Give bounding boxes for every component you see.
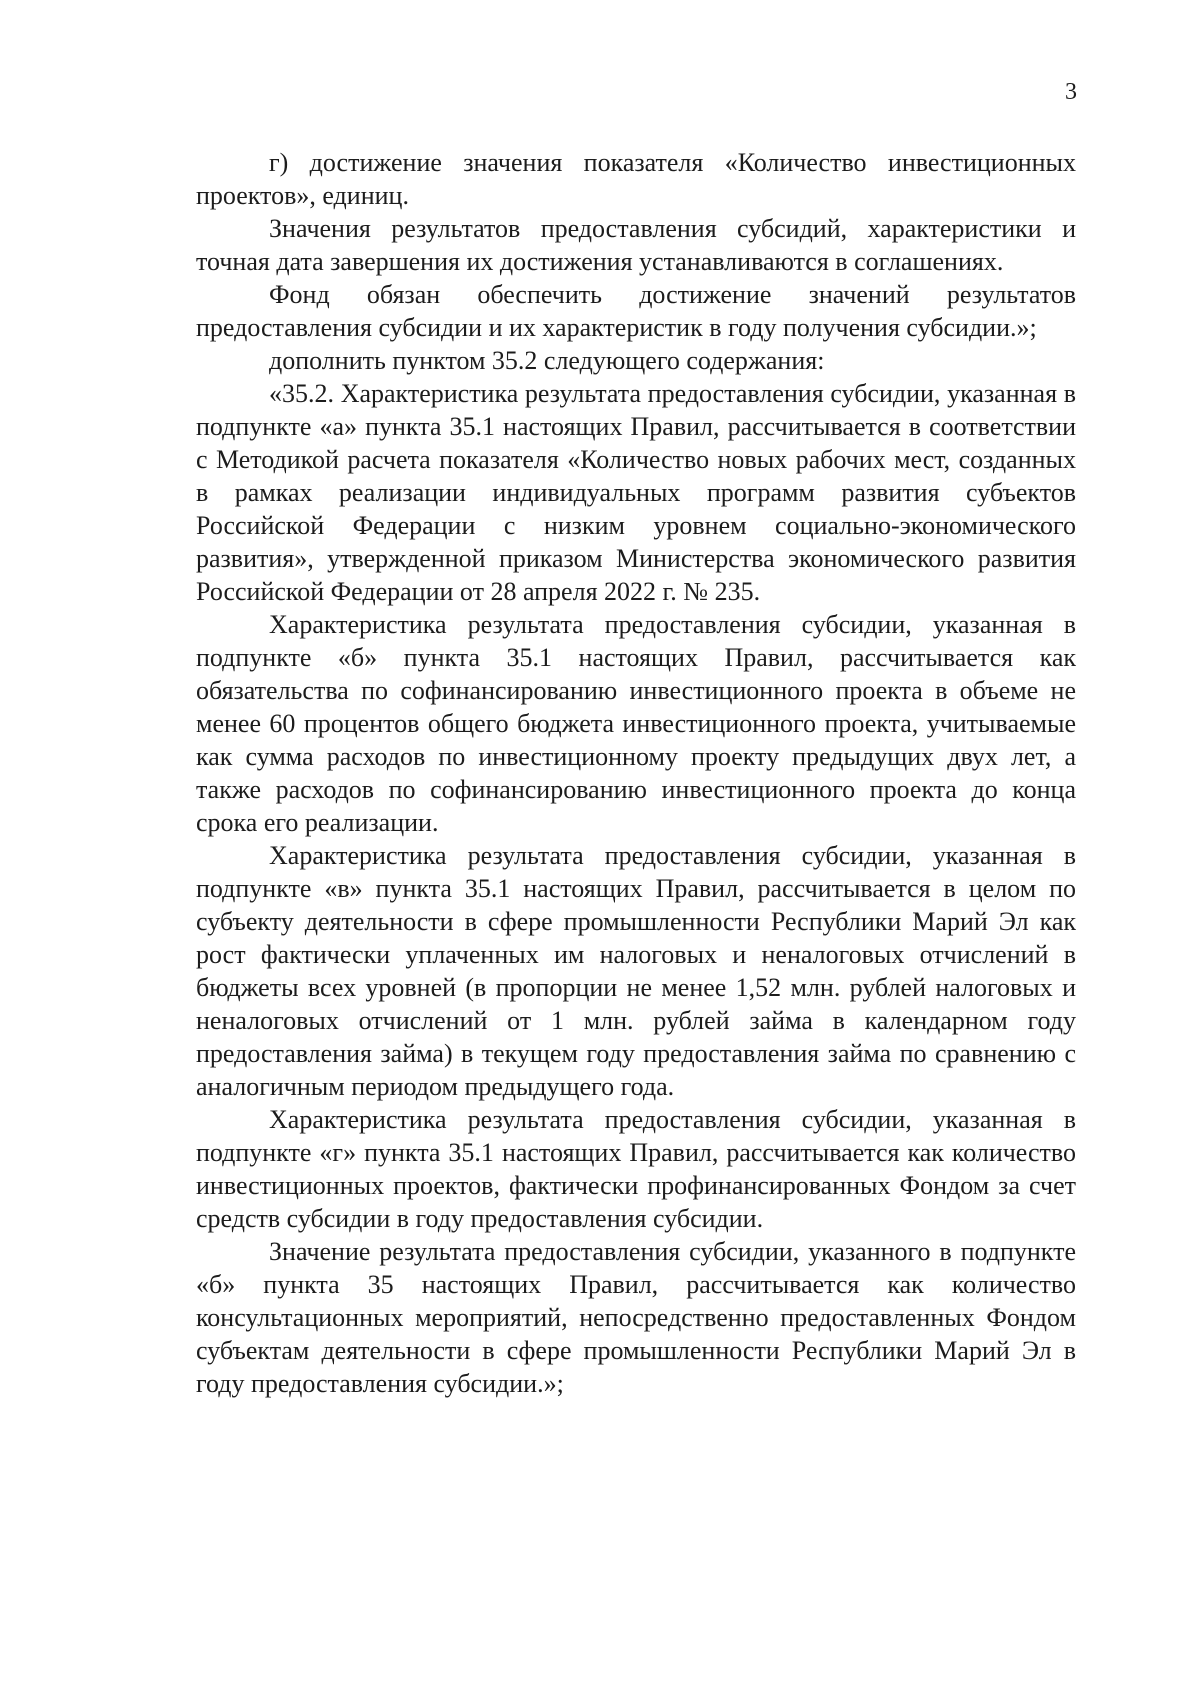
paragraph-fund-obligation: Фонд обязан обеспечить достижение значений результатов предоставления субсидии и их характеристик в году получения субсидии.»;: [196, 280, 1076, 342]
page-number: 3: [1065, 79, 1077, 105]
document-body: [196, 146, 1076, 1400]
paragraph-clause-35-2: «35.2. Характеристика результата предоставления субсидии, указанная в подпункте «а» пункта 35.1 настоящих Правил, рассчитывается в соответствии с Методикой расчета показателя «Количество новых рабочих мест, созданных в рамках реализации индивидуальных программ развития субъектов Российской Федерации с низким уровнем социально-экономического развития», утвержденной приказом Министерства экономического развития Российской Федерации от 28 апреля 2022 г. № 235.: [196, 379, 1076, 606]
paragraph-results-values: Значения результатов предоставления субсидий, характеристики и точная дата завершения их достижения устанавливаются в соглашениях.: [196, 214, 1076, 276]
paragraph-characteristic-g: Характеристика результата предоставления субсидии, указанная в подпункте «г» пункта 35.1 настоящих Правил, рассчитывается как количество инвестиционных проектов, фактически профинансированных Фондом за счет средств субсидии в году предоставления субсидии.: [196, 1105, 1076, 1233]
paragraph-add-clause: дополнить пунктом 35.2 следующего содержания:: [269, 346, 825, 375]
paragraph-value-b: Значение результата предоставления субсидии, указанного в подпункте «б» пункта 35 настоящих Правил, рассчитывается как количество консультационных мероприятий, непосредственно предоставленных Фондом субъектам деятельности в сфере промышленности Республики Марий Эл в году предоставления субсидии.»;: [196, 1237, 1076, 1398]
paragraph-item-g: г) достижение значения показателя «Количество инвестиционных проектов», единиц.: [196, 148, 1076, 210]
paragraph-characteristic-v: Характеристика результата предоставления субсидии, указанная в подпункте «в» пункта 35.1 настоящих Правил, рассчитывается в целом по субъекту деятельности в сфере промышленности Республики Марий Эл как рост фактически уплаченных им налоговых и неналоговых отчислений в бюджеты всех уровней (в пропорции не менее 1,52 млн. рублей налоговых и неналоговых отчислений от 1 млн. рублей займа в календарном году предоставления займа) в текущем году предоставления займа по сравнению с аналогичным периодом предыдущего года.: [196, 841, 1076, 1101]
paragraph-characteristic-b: Характеристика результата предоставления субсидии, указанная в подпункте «б» пункта 35.1 настоящих Правил, рассчитывается как обязательства по софинансированию инвестиционного проекта в объеме не менее 60 процентов общего бюджета инвестиционного проекта, учитываемые как сумма расходов по инвестиционному проекту предыдущих двух лет, а также расходов по софинансированию инвестиционного проекта до конца срока его реализации.: [196, 610, 1076, 837]
